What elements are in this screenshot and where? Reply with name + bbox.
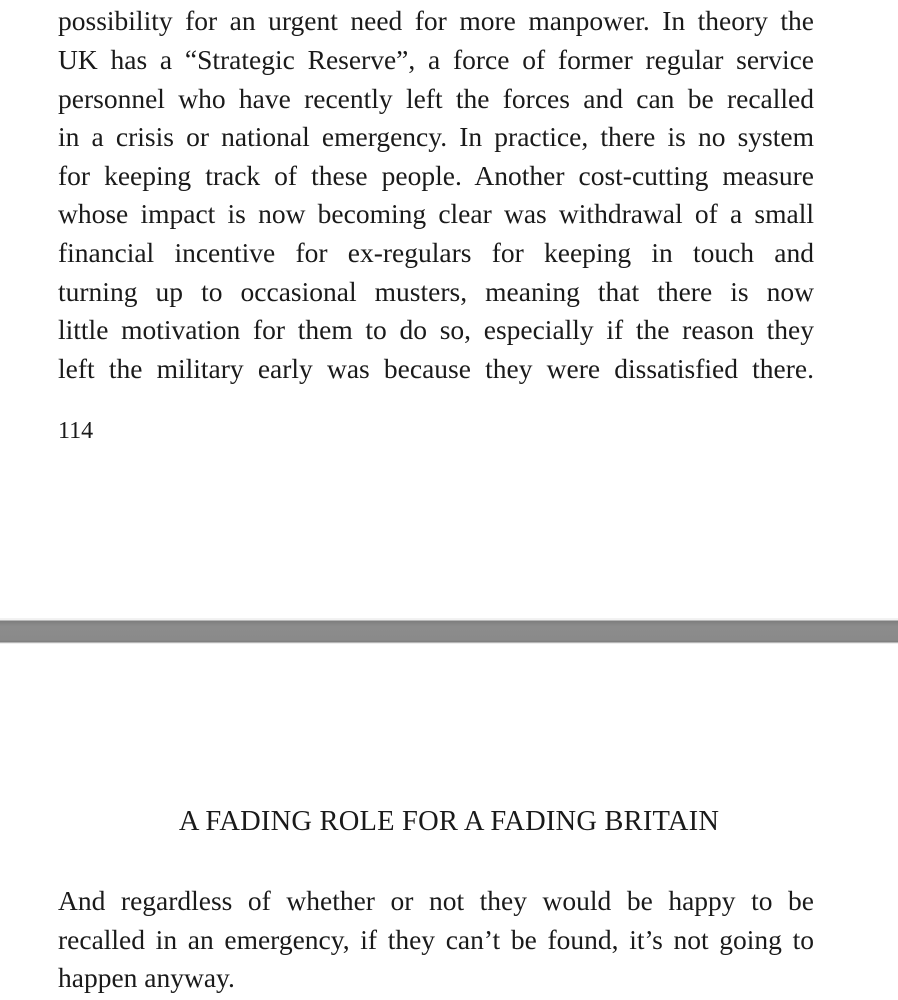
text-line: happen anyway. xyxy=(58,962,235,993)
text-line: in a crisis or national emergency. In practice, there is no system xyxy=(58,121,814,152)
text-line: recalled in an emergency, if they can’t be found, it’s not going to xyxy=(58,924,814,955)
text-line: turning up to occasional musters, meaning that there is now xyxy=(58,276,814,307)
text-line: little motivation for them to do so, especially if the reason they xyxy=(58,314,814,345)
chapter-heading: A FADING ROLE FOR A FADING BRITAIN xyxy=(178,806,720,837)
text-line: left the military early was because they were dissatisfied there. xyxy=(58,353,814,384)
text-line: personnel who have recently left the forces and can be recalled xyxy=(58,83,814,114)
text-line: And regardless of whether or not they would be happy to be xyxy=(58,885,814,916)
text-line: whose impact is now becoming clear was withdrawal of a small xyxy=(58,198,814,229)
text-line: financial incentive for ex-regulars for keeping in touch and xyxy=(58,237,814,268)
page-number: 114 xyxy=(58,418,94,444)
page-separator xyxy=(0,618,898,644)
text-line: possibility for an urgent need for more manpower. In theory the xyxy=(58,5,814,36)
text-line: for keeping track of these people. Another cost-cutting measure xyxy=(58,160,814,191)
text-line: UK has a “Strategic Reserve”, a force of former regular service xyxy=(58,44,814,75)
